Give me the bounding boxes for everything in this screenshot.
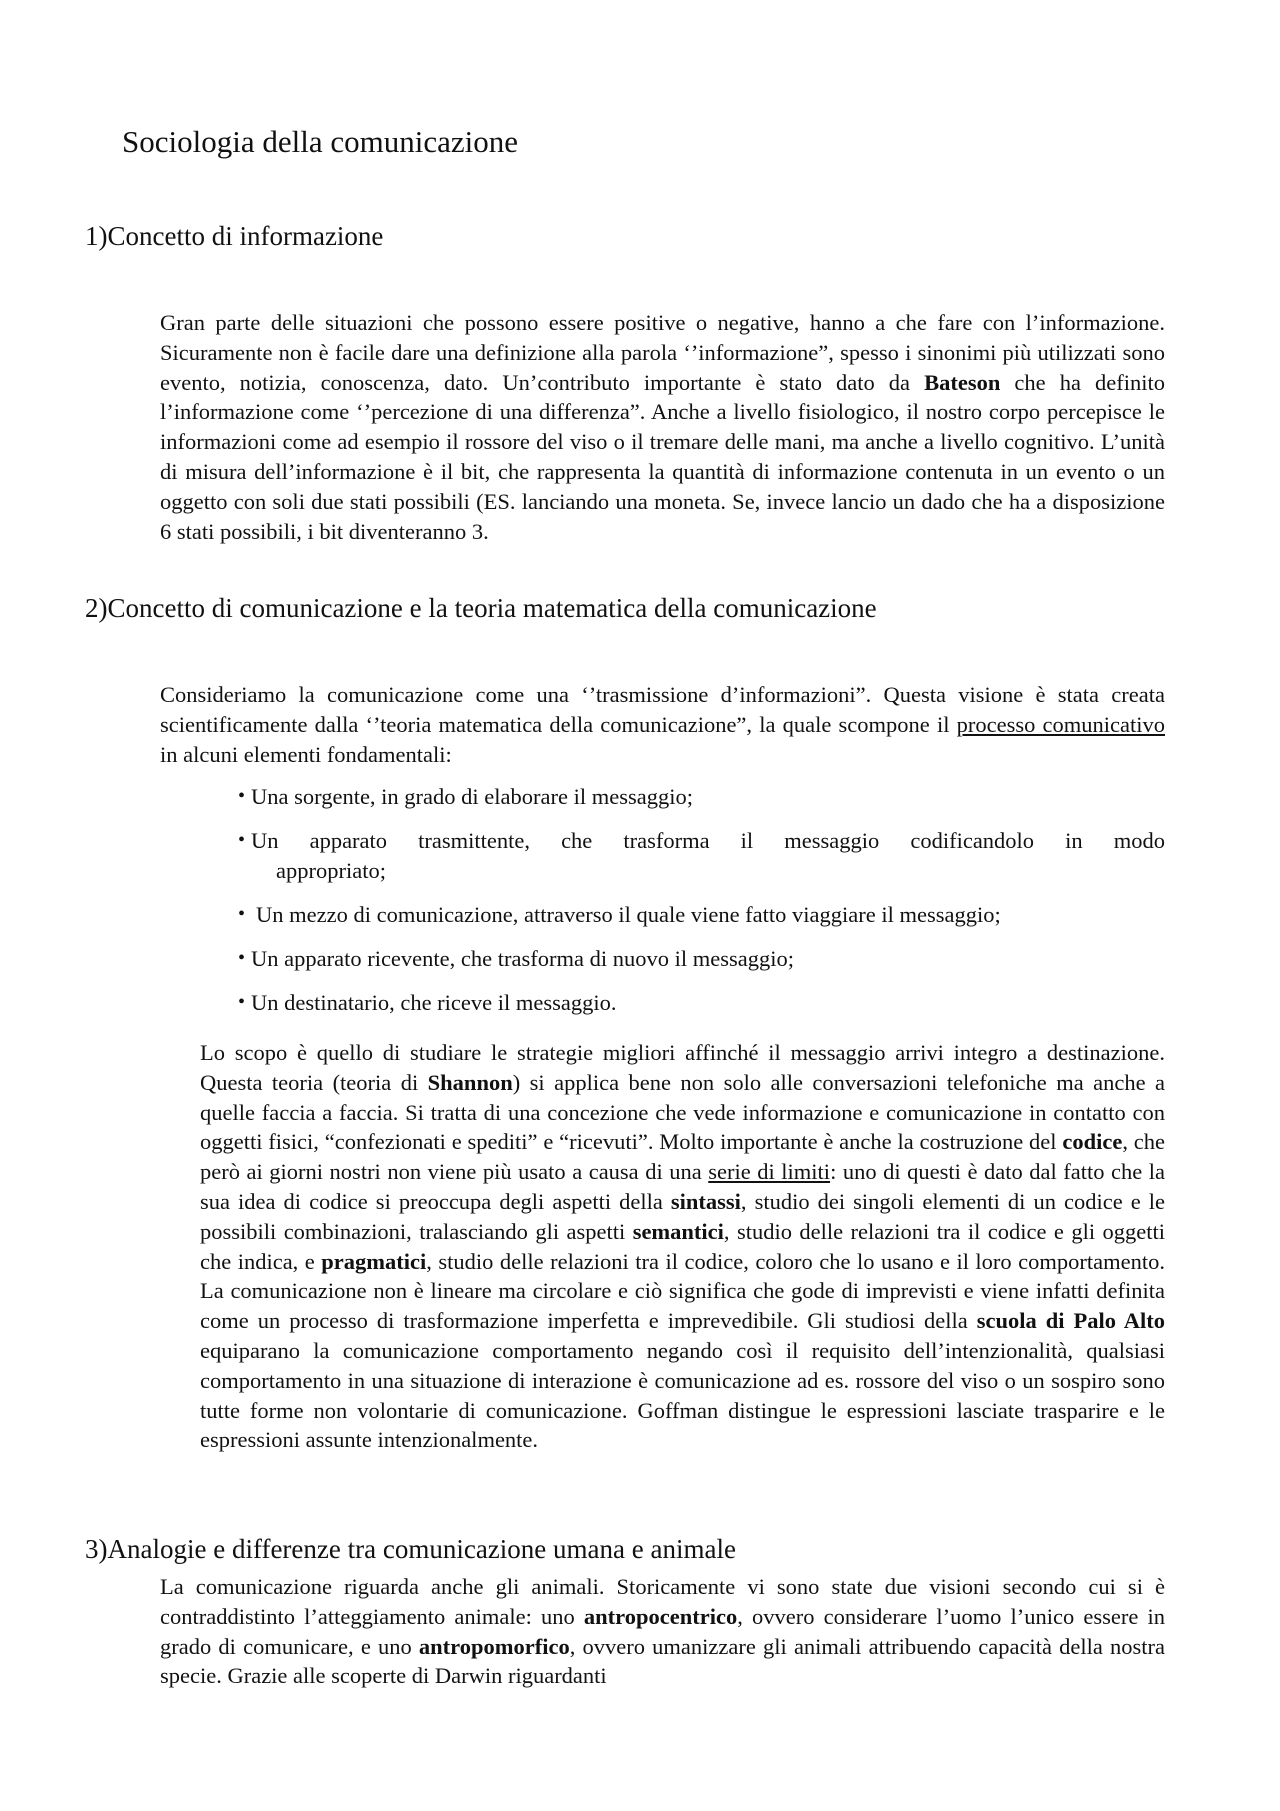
- document-title: Sociologia della comunicazione: [122, 124, 518, 159]
- list-item: • Un destinatario, che riceve il messaggio.: [238, 988, 1165, 1018]
- term-codice: codice: [1062, 1129, 1123, 1155]
- bullet-icon: •: [238, 903, 246, 925]
- section-1-heading: 1)Concetto di informazione: [85, 221, 384, 251]
- term-shannon: Shannon: [427, 1069, 513, 1095]
- section-2-intro: Consideriamo la comunicazione come una ‘’trasmissione d’informazioni”. Questa visione è stata creata scientificamente dalla ‘’teoria matematica della comunicazione”, la quale scompone il processo comunicativo in alcuni elementi fondamentali:: [160, 682, 1165, 767]
- section-3-heading: 3)Analogie e differenze tra comunicazione umana e animale: [85, 1534, 736, 1564]
- term-processo-comunicativo: processo comunicativo: [956, 711, 1165, 737]
- term-pragmatici: pragmatici: [321, 1248, 427, 1274]
- section-3-paragraph: La comunicazione riguarda anche gli animali. Storicamente vi sono state due visioni secondo cui si è contraddistinto l’atteggiamento animale: uno antropocentrico, ovvero considerare l’uomo l’unico essere in grado di comunicare, e uno antropomorfico, ovvero umanizzare gli animali attribuendo capacità della nostra specie. Grazie alle scoperte di Darwin riguardanti: [160, 1574, 1165, 1689]
- list-item: • Un apparato ricevente, che trasforma di nuovo il messaggio;: [238, 944, 1165, 974]
- list-item: • Un mezzo di comunicazione, attraverso il quale viene fatto viaggiare il messaggio;: [238, 900, 1165, 930]
- term-bateson: Bateson: [924, 369, 1001, 395]
- bullet-icon: •: [238, 829, 246, 851]
- term-palo-alto: scuola di Palo Alto: [976, 1308, 1165, 1334]
- list-item: • Un apparato trasmittente, che trasforma il messaggio codificandolo in modo appropriato;: [238, 828, 1165, 883]
- term-antropomorfico: antropomorfico: [418, 1633, 570, 1659]
- term-antropocentrico: antropocentrico: [583, 1603, 738, 1629]
- term-semantici: semantici: [632, 1218, 724, 1244]
- section-2-body: Lo scopo è quello di studiare le strategie migliori affinché il messaggio arrivi integro a destinazione. Questa teoria (teoria di Shannon) si applica bene non solo alle conversazioni telefoniche ma anche a quelle faccia a faccia. Si tratta di una concezione che vede informazione e comunicazione in contatto con oggetti fisici, “confezionati e spediti” e “ricevuti”. Molto importante è anche la costruzione del codice, che però ai giorni nostri non viene più usato a causa di una serie di limiti: uno di questi è dato dal fatto che la sua idea di codice si preoccupa degli aspetti della sintassi, studio dei singoli elementi di un codice e le possibili combinazioni, tralasciando gli aspetti semantici, studio delle relazioni tra il codice e gli oggetti che indica, e pragmatici, studio delle relazioni tra il codice, coloro che lo usano e il loro comportamento. La comunicazione non è lineare ma circolare e ciò significa che gode di imprevisti e viene infatti definita come un processo di trasformazione imperfetta e imprevedibile. Gli studiosi della scuola di Palo Alto equiparano la comunicazione comportamento negando così il requisito dell’intenzionalità, qualsiasi comportamento in una situazione di interazione è comunicazione ad es. rossore del viso o un sospiro sono tutte forme non volontarie di comunicazione. Goffman distingue le espressioni lasciate trasparire e le espressioni assunte intenzionalmente.: [200, 1040, 1166, 1453]
- term-sintassi: sintassi: [670, 1188, 741, 1214]
- bullet-icon: •: [238, 785, 246, 807]
- list-item: • Una sorgente, in grado di elaborare il messaggio;: [238, 782, 1165, 812]
- bullet-icon: •: [238, 991, 246, 1013]
- section-2-heading: 2)Concetto di comunicazione e la teoria matematica della comunicazione: [85, 593, 877, 623]
- bullet-icon: •: [238, 947, 246, 969]
- term-serie-di-limiti: serie di limiti: [708, 1159, 831, 1185]
- section-1-paragraph: Gran parte delle situazioni che possono essere positive o negative, hanno a che fare con l’informazione. Sicuramente non è facile dare una definizione alla parola ‘’informazione”, spesso i sinonimi più utilizzati sono evento, notizia, conoscenza, dato. Un’contributo importante è stato dato da Bateson che ha definito l’informazione come ‘’percezione di una differenza”. Anche a livello fisiologico, il nostro corpo percepisce le informazioni come ad esempio il rossore del viso o il tremare delle mani, ma anche a livello cognitivo. L’unità di misura dell’informazione è il bit, che rappresenta la quantità di informazione contenuta in un evento o un oggetto con soli due stati possibili (ES. lanciando una moneta. Se, invece lancio un dado che ha a disposizione 6 stati possibili, i bit diventeranno 3.: [160, 310, 1165, 544]
